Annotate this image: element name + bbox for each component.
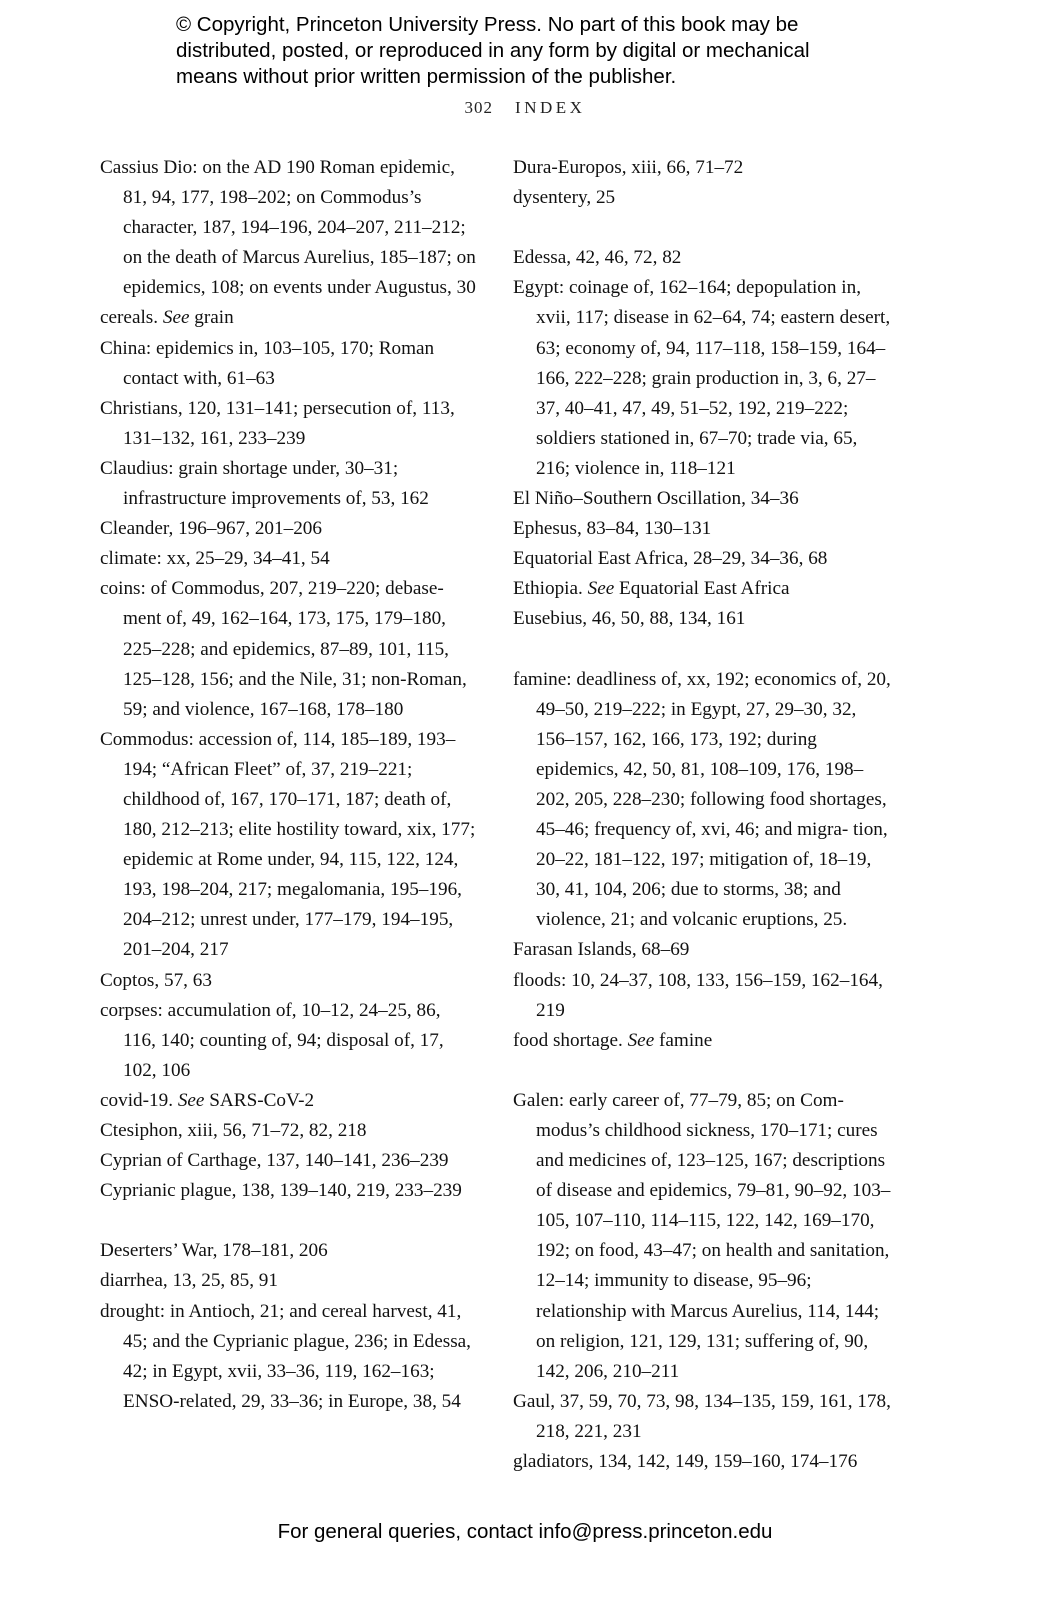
index-entry-ephesus: Ephesus, 83–84, 130–131 <box>513 518 712 540</box>
index-entry-el-nino: El Niño–Southern Oscillation, 34–36 <box>513 488 799 510</box>
index-entry-cassius-dio: Cassius Dio: on the AD 190 Roman epidemic, 81, 94, 177, 198–202; on Commodus’s character, 187, 194–196, 204–207, 211–212; on the death of Marcus Aurelius, 185–187; on epidemics, 108; on events under Augustus, 30 <box>100 157 476 299</box>
index-entry-food-shortage: food shortage. See famine <box>513 1029 713 1051</box>
section-title: INDEX <box>515 98 586 117</box>
copyright-line: © Copyright, Princeton University Press. No part of this book may be <box>176 13 799 36</box>
index-entry-dura-europos: Dura-Europos, xiii, 66, 71–72 <box>513 157 744 178</box>
index-entry-floods: floods: 10, 24–37, 108, 133, 156–159, 162–164, 219 <box>513 969 883 1021</box>
running-head <box>0 98 1050 118</box>
contact-email-link[interactable]: info@press.princeton.edu <box>538 1520 773 1543</box>
index-entry-ethiopia: Ethiopia. See Equatorial East Africa <box>513 578 790 600</box>
see-reference: See <box>162 307 190 329</box>
see-reference: See <box>587 578 615 600</box>
index-entry-gladiators: gladiators, 134, 142, 149, 159–160, 174–176 <box>513 1451 858 1473</box>
letter-group-gap <box>513 213 893 243</box>
index-entry-gaul: Gaul, 37, 59, 70, 73, 98, 134–135, 159, 161, 178, 218, 221, 231 <box>513 1390 891 1442</box>
index-entry-coptos: Coptos, 57, 63 <box>100 969 212 991</box>
index-entry-equatorial-east-africa: Equatorial East Africa, 28–29, 34–36, 68 <box>513 548 828 570</box>
index-entry-covid-19: covid-19. See SARS-CoV-2 <box>100 1089 315 1111</box>
index-entry-dysentery: dysentery, 25 <box>513 187 616 209</box>
index-entry-edessa: Edessa, 42, 46, 72, 82 <box>513 247 682 269</box>
index-entry-famine: famine: deadliness of, xx, 192; economics of, 20, 49–50, 219–222; in Egypt, 27, 29–30, 32, 156–157, 162, 166, 173, 192; during epidemics, 42, 50, 81, 108–109, 176, 198–202, 205, 228–230; following food shortages, 45–46; frequency of, xvi, 46; and migra- tion, 20–22, 181–122, 197; mitigation of, 18–19, 30, 41, 104, 206; due to storms, 38; and violence, 21; and volcanic eruptions, 25. <box>513 668 891 931</box>
letter-group-gap <box>100 1206 478 1236</box>
index-column-right <box>513 153 893 1477</box>
index-entry-drought: drought: in Antioch, 21; and cereal harvest, 41, 45; and the Cyprianic plague, 236; in Edessa, 42; in Egypt, xvii, 33–36, 119, 162–163; ENSO-related, 29, 33–36; in Europe, 38, 54 <box>100 1300 471 1412</box>
footer-text: For general queries, contact <box>277 1520 539 1543</box>
index-entry-cereals: cereals. See grain <box>100 307 234 329</box>
index-entry-corpses: corpses: accumulation of, 10–12, 24–25, 86, 116, 140; counting of, 94; disposal of, 17, 102, 106 <box>100 999 444 1081</box>
index-entry-diarrhea: diarrhea, 13, 25, 85, 91 <box>100 1270 278 1292</box>
index-entry-deserters-war: Deserters’ War, 178–181, 206 <box>100 1240 328 1262</box>
index-entry-claudius: Claudius: grain shortage under, 30–31; infrastructure improvements of, 53, 162 <box>100 457 429 510</box>
index-entry-cyprian-of-carthage: Cyprian of Carthage, 137, 140–141, 236–239 <box>100 1150 449 1172</box>
copyright-line: distributed, posted, or reproduced in any form by digital or mechanical <box>176 39 810 62</box>
index-entry-egypt: Egypt: coinage of, 162–164; depopulation in, xvii, 117; disease in 62–64, 74; eastern desert, 63; economy of, 94, 117–118, 158–159, 164–166, 222–228; grain production in, 3, 6, 27–37, 40–41, 47, 49, 51–52, 192, 219–222; soldiers stationed in, 67–70; trade via, 65, 216; violence in, 118–121 <box>513 277 891 479</box>
index-entry-farasan-islands: Farasan Islands, 68–69 <box>513 939 690 961</box>
copyright-line: means without prior written permission of the publisher. <box>176 65 677 88</box>
index-entry-china: China: epidemics in, 103–105, 170; Roman contact with, 61–63 <box>100 337 435 389</box>
letter-group-gap <box>513 635 893 665</box>
index-entry-cyprianic-plague: Cyprianic plague, 138, 139–140, 219, 233–239 <box>100 1180 462 1202</box>
footer-contact <box>0 1520 1050 1544</box>
index-column-left <box>100 153 478 1417</box>
index-entry-coins: coins: of Commodus, 207, 219–220; debase- ment of, 49, 162–164, 173, 175, 179–180, 225–228; and epidemics, 87–89, 101, 115, 125–128, 156; and the Nile, 31; non-Roman, 59; and violence, 167–168, 178–180 <box>100 578 467 720</box>
index-entry-climate: climate: xx, 25–29, 34–41, 54 <box>100 548 330 570</box>
see-reference: See <box>627 1029 655 1051</box>
index-entry-eusebius: Eusebius, 46, 50, 88, 134, 161 <box>513 608 746 630</box>
index-entry-commodus: Commodus: accession of, 114, 185–189, 193–194; “African Fleet” of, 37, 219–221; childhood of, 167, 170–171, 187; death of, 180, 212–213; elite hostility toward, xix, 177; epidemic at Rome under, 94, 115, 122, 124, 193, 198–204, 217; megalomania, 195–196, 204–212; unrest under, 177–179, 194–195, 201–204, 217 <box>100 728 476 961</box>
letter-group-gap <box>513 1056 893 1086</box>
index-entry-galen: Galen: early career of, 77–79, 85; on Com- modus’s childhood sickness, 170–171; cures and medicines of, 123–125, 167; descriptions of disease and epidemics, 79–81, 90–92, 103–105, 107–110, 114–115, 122, 142, 169–170, 192; on food, 43–47; on health and sanitation, 12–14; immunity to disease, 95–96; relationship with Marcus Aurelius, 114, 144; on religion, 121, 129, 131; suffering of, 90, 142, 206, 210–211 <box>513 1089 891 1382</box>
index-entry-christians: Christians, 120, 131–141; persecution of, 113, 131–132, 161, 233–239 <box>100 397 455 449</box>
copyright-notice <box>176 12 1016 90</box>
see-reference: See <box>177 1089 205 1111</box>
index-entry-cleander: Cleander, 196–967, 201–206 <box>100 518 322 540</box>
page-number: 302 <box>464 98 494 117</box>
index-entry-ctesiphon: Ctesiphon, xiii, 56, 71–72, 82, 218 <box>100 1120 367 1141</box>
